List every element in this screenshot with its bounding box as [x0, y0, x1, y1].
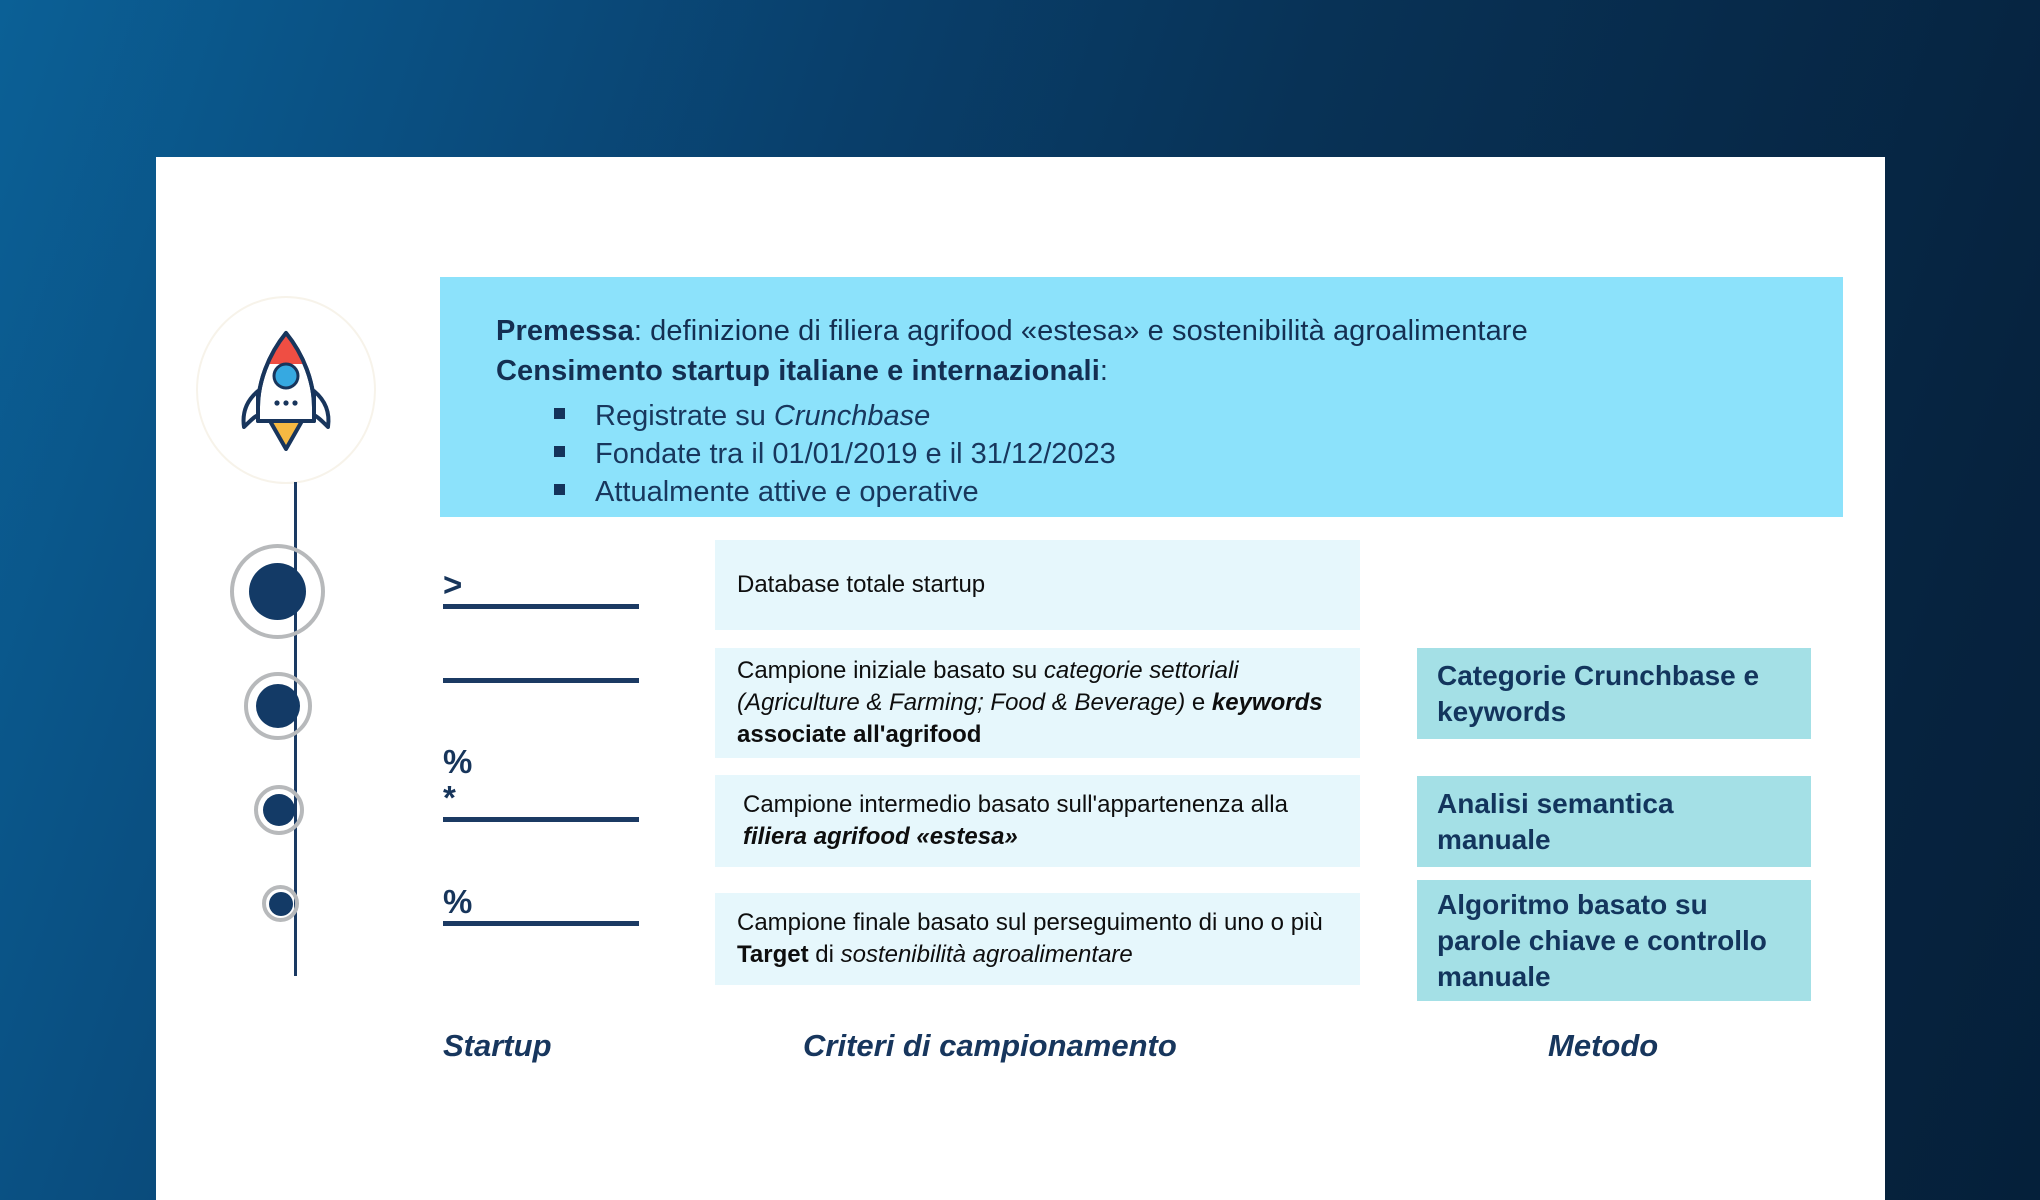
timeline-dot-2: [256, 684, 300, 728]
premessa-panel: [440, 277, 1843, 517]
premessa-bullet-3: [496, 473, 1803, 511]
premessa-bullet-2: [496, 435, 1803, 473]
metodo-box-1: [1417, 648, 1811, 739]
metodo-box-2: [1417, 776, 1811, 867]
column-label-criteri: Criteri di campionamento: [803, 1028, 1177, 1063]
premessa-bullet-2-text: Fondate tra il 01/01/2019 e il 31/12/2023: [595, 438, 1116, 470]
bullet-square-icon: [554, 484, 565, 495]
criteria-text-4: Campione finale basato sul perseguimento di uno o più Target di sostenibilità agroalimentare: [737, 909, 1323, 968]
criteria-text-3: Campione intermedio basato sull'appartenenza alla filiera agrifood «estesa»: [743, 791, 1288, 850]
rocket-icon: [234, 329, 338, 451]
column-label-startup: Startup: [443, 1028, 552, 1063]
criteria-box-2: [715, 648, 1360, 758]
measure-symbol-percent-1: %: [443, 743, 473, 780]
premessa-bullet-1-text: Registrate su Crunchbase: [595, 400, 931, 432]
premessa-bullet-3-text: Attualmente attive e operative: [595, 476, 979, 508]
measure-symbol-asterisk: *: [443, 779, 456, 816]
criteria-text-1: Database totale startup: [737, 571, 986, 598]
timeline-dot-3: [263, 794, 295, 826]
timeline-node-4: [262, 885, 299, 922]
metodo-label-1: Categorie Crunchbase e keywords: [1437, 659, 1760, 727]
premessa-line-2: [496, 351, 1803, 391]
metodo-box-3: [1417, 880, 1811, 1001]
criteria-box-1: [715, 540, 1360, 630]
measure-rule-2: [443, 678, 639, 683]
measure-rule-3: [443, 817, 639, 822]
measure-rule-4: [443, 921, 639, 926]
criteria-box-3: [715, 775, 1360, 867]
premessa-bullet-list: [496, 397, 1803, 511]
premessa-line-1-bold: Premessa: [496, 315, 634, 347]
timeline-node-2: [244, 672, 312, 740]
startup-measure-row-4: [443, 885, 639, 926]
timeline-node-3: [254, 785, 304, 835]
column-label-metodo: Metodo: [1548, 1028, 1659, 1063]
bullet-square-icon: [554, 446, 565, 457]
premessa-line-1-rest: : definizione di filiera agrifood «estesa» e sostenibilità agroalimentare: [633, 315, 1528, 347]
measure-symbol-percent-2: %: [443, 883, 473, 920]
premessa-line-2-bold: Censimento startup italiane e internazionali: [496, 355, 1100, 387]
startup-measure-row-3: [443, 745, 639, 822]
rocket-badge: [196, 296, 376, 484]
criteria-box-4: [715, 893, 1360, 985]
measure-rule-1: [443, 604, 639, 609]
metodo-label-3: Algoritmo basato su parole chiave e controllo manuale: [1437, 888, 1767, 992]
premessa-line-1: [496, 311, 1803, 351]
timeline-node-1: [230, 544, 325, 639]
timeline-dot-4: [269, 892, 293, 916]
startup-measure-row-1: [443, 568, 639, 609]
bullet-square-icon: [554, 408, 565, 419]
metodo-label-2: Analisi semantica manuale: [1437, 787, 1674, 855]
measure-symbol-gt: >: [443, 566, 463, 603]
startup-measure-row-2: [443, 678, 639, 683]
timeline-dot-1: [249, 563, 306, 620]
premessa-line-2-rest: :: [1099, 355, 1109, 387]
premessa-bullet-1: [496, 397, 1803, 435]
criteria-text-2: Campione iniziale basato su categorie settoriali (Agriculture & Farming; Food & Beverage) e keywords associate all'agrifood: [737, 657, 1323, 748]
